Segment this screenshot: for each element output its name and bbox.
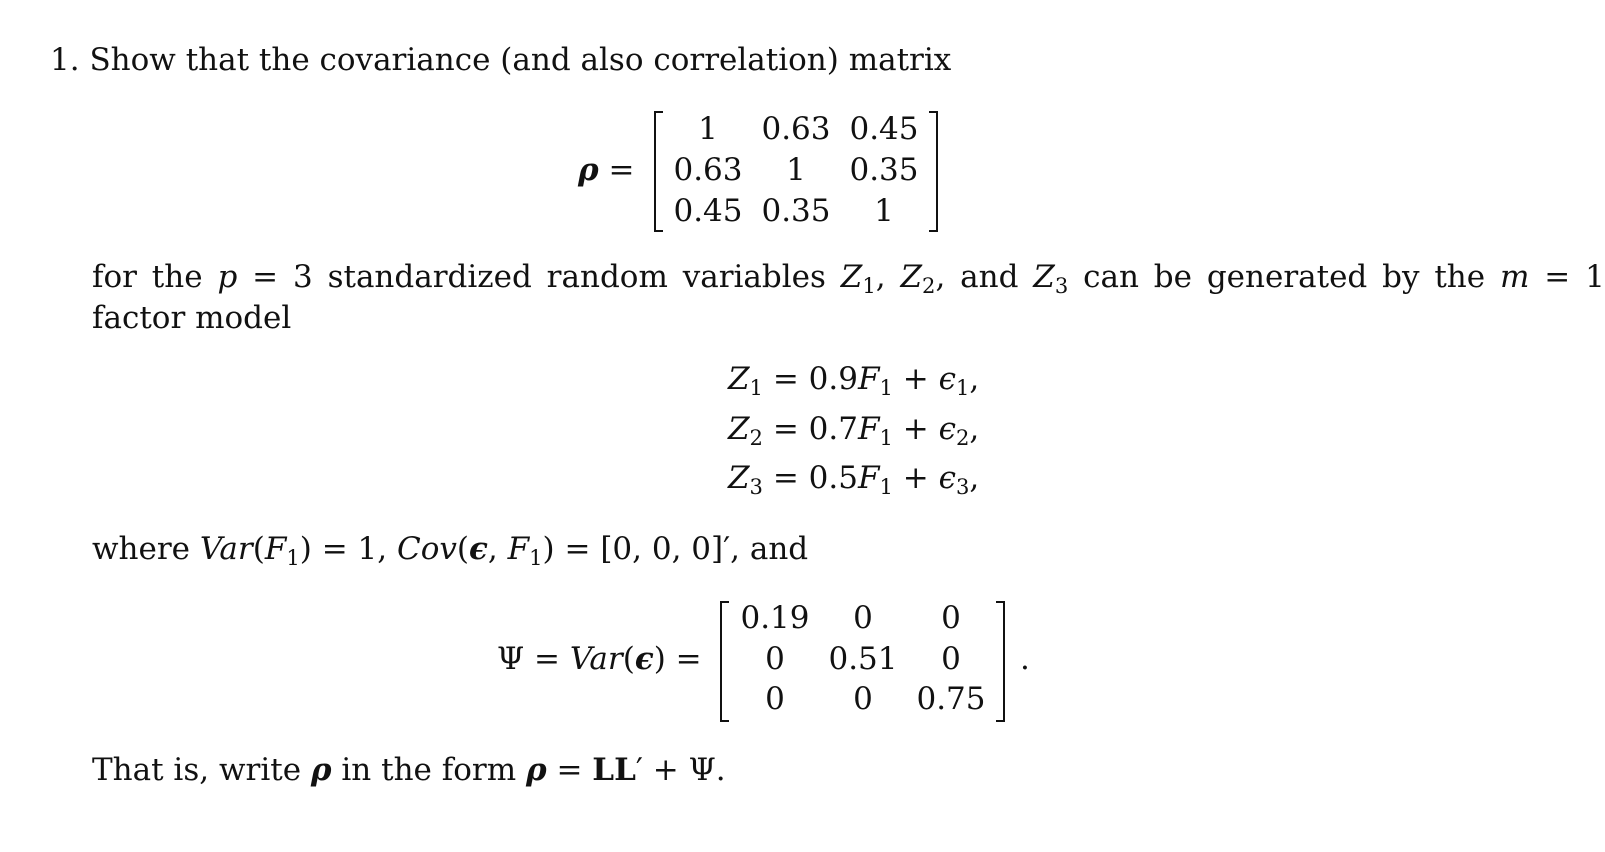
subscript: 1 [286,544,300,570]
where-line [92,531,809,570]
coefficient: = 0.5 [772,460,858,496]
math-matrix-ll: LL [592,752,636,788]
text: where [92,531,191,567]
subscript: 2 [955,424,970,450]
psi-cell: 0 [941,641,961,677]
subscript: 3 [955,473,970,499]
text: = 1 [1544,259,1605,295]
math-var: ϵ [938,361,956,397]
math-var-z: Z [1033,259,1055,295]
psi-lhs [497,641,702,677]
rho-cell: 1 [698,111,718,147]
equation-row [728,361,980,400]
math-var-z: Z [900,259,923,295]
paragraph-line-2: factor model [92,300,292,336]
plus: + [892,411,939,447]
text: ) = [653,641,702,677]
subscript: 2 [922,272,936,298]
math-func-cov: Cov [396,531,457,567]
rho-cell: 0.45 [673,193,743,229]
rho-equals [578,152,634,188]
equals-sign: = [546,752,593,788]
paren: ( [622,641,635,677]
plus: + [642,752,689,788]
math-func-var: Var [569,641,623,677]
math-var: ϵ [938,411,956,447]
math-var: F [507,531,530,567]
problem-number: 1. [50,42,80,78]
rho-cell: 0.63 [761,111,831,147]
rho-symbol: ρ [310,752,332,788]
math-var: F [857,361,880,397]
math-func-var: Var [199,531,253,567]
equation-row [728,460,980,499]
text: That is, write [92,752,302,788]
math-var: F [264,531,287,567]
subscript: 1 [862,272,876,298]
subscript: 1 [879,424,893,450]
math-vec-eps: ϵ [634,641,654,677]
text: for the [92,259,203,295]
subscript: 3 [749,473,763,499]
subscript: 1 [879,374,893,400]
math-var: Z [728,411,750,447]
rho-cell: 1 [874,193,894,229]
rho-left-bracket [654,111,663,232]
psi-cell: 0 [853,681,873,717]
psi-left-bracket [720,601,729,722]
closing-line [92,752,726,788]
paren: ( [252,531,265,567]
psi-cell: 0 [853,600,873,636]
subscript: 2 [749,424,763,450]
psi-cell: 0.51 [828,641,898,677]
coefficient: = 0.9 [772,361,858,397]
math-var-p: p [217,259,238,295]
psi-cell: 0 [941,600,961,636]
math-var-z: Z [840,259,863,295]
math-var: ϵ [938,460,956,496]
math-var: Z [728,460,750,496]
rho-cell: 0.45 [849,111,919,147]
subscript: 1 [955,374,970,400]
comma: , [969,460,980,496]
math-var: F [857,411,880,447]
comma: , [969,411,980,447]
text: = 3 standardized random variables [252,259,826,295]
psi-symbol: Ψ [497,641,525,677]
text: , and [935,259,1019,295]
problem-intro-line [50,42,951,78]
comma: , [969,361,980,397]
math-var: Z [728,361,750,397]
rho-cell: 0.35 [849,152,919,188]
comma: , [487,531,508,567]
paren: ( [456,531,469,567]
psi-period: . [1020,641,1030,677]
equals-sign: = [524,641,570,677]
psi-cell: 0.19 [740,600,810,636]
plus: + [892,361,939,397]
rho-symbol: ρ [525,752,547,788]
prime: ′ [635,752,643,788]
text: can be generated by the [1083,259,1486,295]
equation-row [728,411,980,450]
equals-sign: = [608,152,635,188]
psi-cell: 0 [765,681,785,717]
rho-cell: 1 [786,152,806,188]
comma: , [875,259,886,295]
rho-cell: 0.63 [673,152,743,188]
subscript: 1 [749,374,763,400]
subscript: 1 [529,544,543,570]
rho-right-bracket [929,111,938,232]
period: . [715,752,726,788]
subscript: 3 [1054,272,1069,298]
math-vec-eps: ϵ [469,531,488,567]
rho-cell: 0.35 [761,193,831,229]
psi-cell: 0.75 [916,681,986,717]
text: ) = [0, 0, 0]′, and [542,531,809,567]
psi-right-bracket [996,601,1005,722]
psi-cell: 0 [765,641,785,677]
math-var-m: m [1499,259,1530,295]
text: ) = 1, [299,531,388,567]
problem-intro-text: Show that the covariance (and also correlation) matrix [89,42,952,78]
subscript: 1 [879,473,893,499]
paragraph-line-1 [92,259,1605,298]
rho-symbol: ρ [578,152,599,188]
plus: + [892,460,939,496]
math-var: F [857,460,880,496]
psi-symbol: Ψ [688,752,716,788]
coefficient: = 0.7 [772,411,858,447]
text: in the form [341,752,517,788]
